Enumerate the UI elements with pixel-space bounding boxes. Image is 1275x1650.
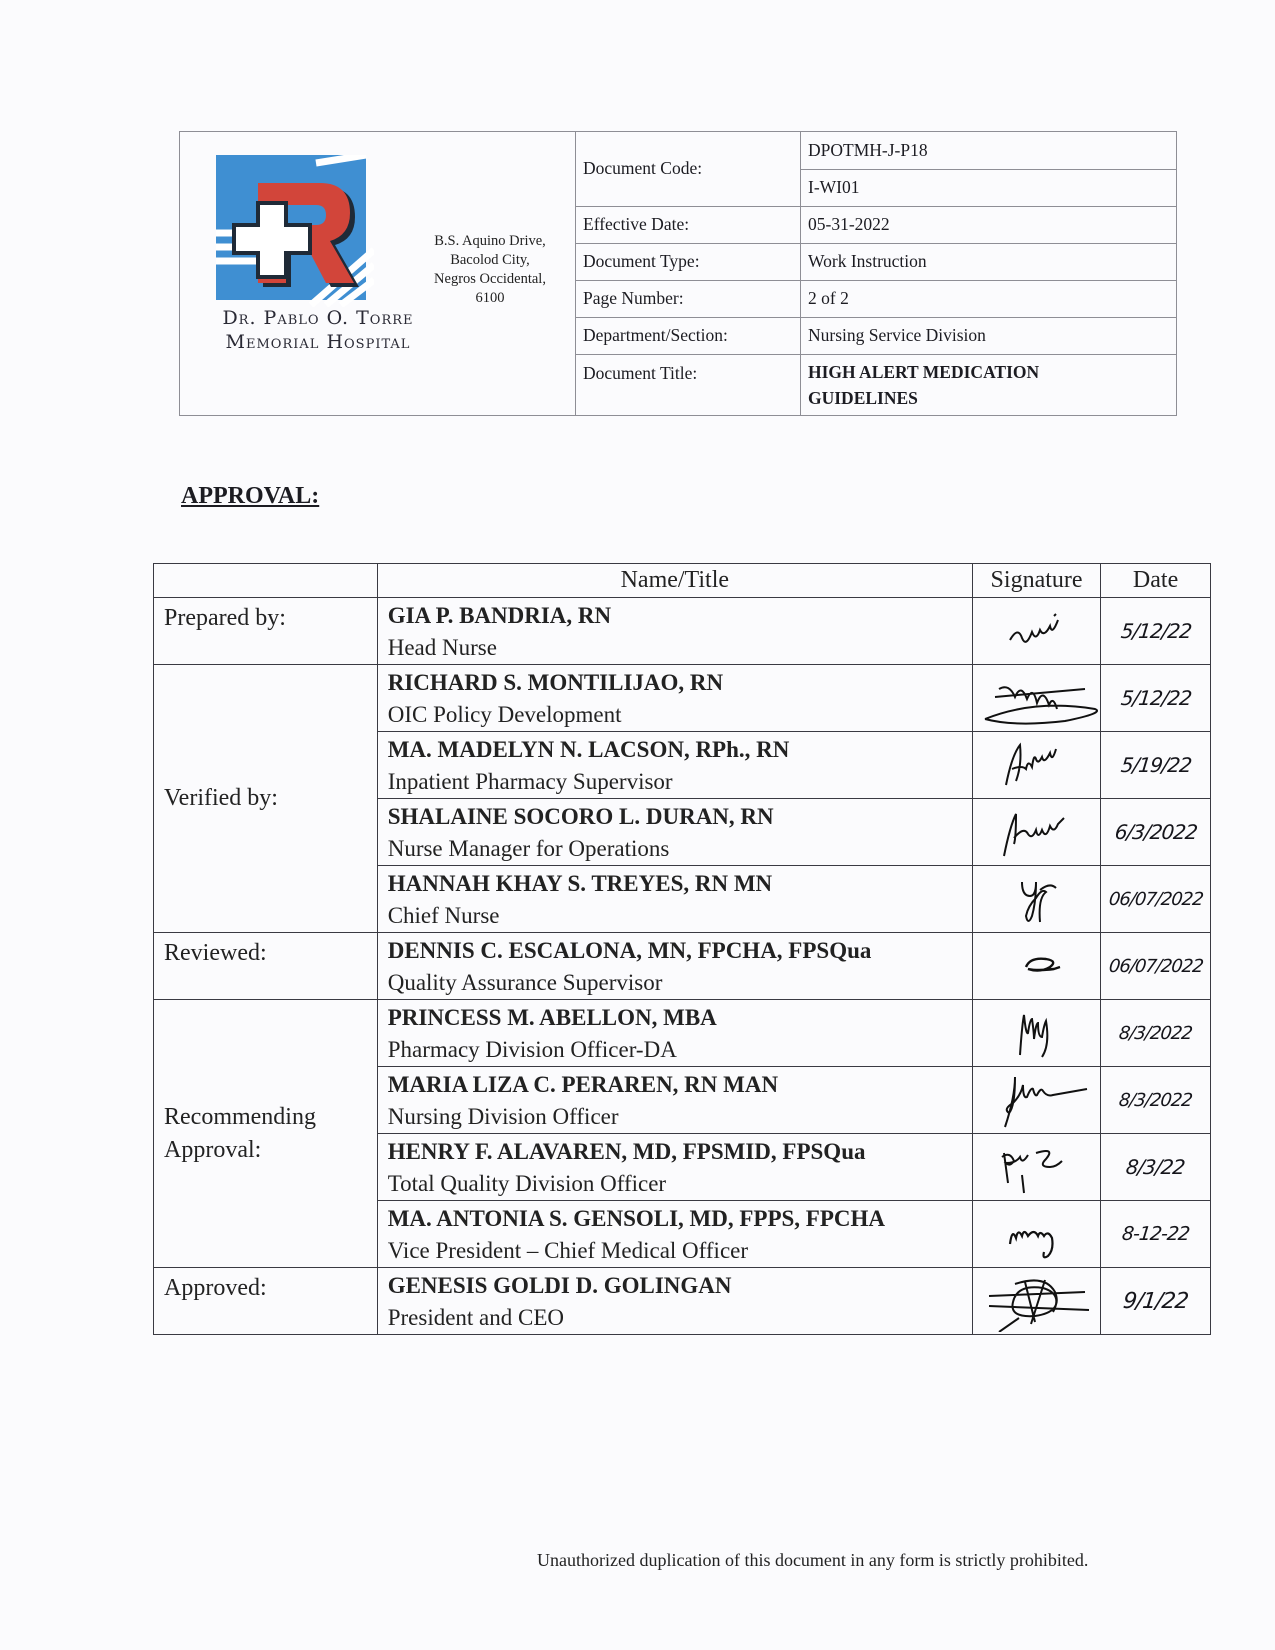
signatory-name: HENRY F. ALAVAREN, MD, FPSMID, FPSQua (387, 1139, 866, 1164)
role-prepared: Prepared by: (154, 598, 378, 665)
role-reviewed: Reviewed: (154, 933, 378, 1000)
role-column-header (154, 564, 378, 598)
signed-date: 8/3/22 (1125, 1155, 1187, 1179)
document-title-line1: HIGH ALERT MEDICATION (808, 361, 1040, 382)
signature-cell (972, 1000, 1100, 1067)
date-cell (1101, 1067, 1211, 1134)
handwritten-signature-icon (982, 735, 1092, 795)
hospital-name-line1: Dr. Pablo O. Torre (222, 307, 414, 329)
document-code-value-2: I-WI01 (801, 169, 1177, 206)
signatory-title: Total Quality Division Officer (387, 1171, 667, 1196)
signed-date: 8/3/2022 (1118, 1022, 1194, 1044)
approval-row (154, 1268, 1211, 1335)
approval-heading: APPROVAL: (181, 483, 320, 509)
hospital-name (188, 306, 448, 354)
signed-date: 5/12/22 (1119, 686, 1192, 710)
signatory-name: GIA P. BANDRIA, RN (387, 603, 612, 628)
date-cell (1101, 665, 1211, 732)
hospital-identity (180, 132, 576, 415)
hospital-name-line2: Memorial Hospital (225, 331, 411, 353)
date-cell (1101, 1268, 1211, 1335)
name-title-cell (377, 732, 972, 799)
signed-date: 06/07/2022 (1107, 888, 1204, 910)
handwritten-signature-icon (982, 1204, 1092, 1264)
date-cell (1101, 866, 1211, 933)
signature-cell (972, 1134, 1100, 1201)
date-cell (1101, 1000, 1211, 1067)
approval-header-row (154, 564, 1211, 598)
document-info-table (576, 132, 1176, 415)
signed-date: 6/3/2022 (1113, 820, 1198, 844)
role-recommending-line2: Approval: (164, 1136, 262, 1163)
date-cell (1101, 732, 1211, 799)
department-value: Nursing Service Division (801, 317, 1177, 354)
effective-date-value: 05-31-2022 (801, 206, 1177, 243)
name-title-cell (377, 598, 972, 665)
signatory-name: MA. ANTONIA S. GENSOLI, MD, FPPS, FPCHA (387, 1206, 886, 1231)
document-header (179, 131, 1177, 416)
handwritten-signature-icon (982, 1003, 1092, 1063)
signatory-name: PRINCESS M. ABELLON, MBA (387, 1005, 717, 1030)
name-title-cell (377, 1000, 972, 1067)
handwritten-signature-icon (982, 606, 1092, 656)
signatory-title: Inpatient Pharmacy Supervisor (387, 769, 673, 794)
handwritten-signature-icon (982, 802, 1092, 862)
signatory-title: OIC Policy Development (387, 702, 622, 727)
page-number-label: Page Number: (576, 280, 801, 317)
signed-date: 9/1/22 (1121, 1288, 1190, 1314)
signatory-title: Nursing Division Officer (387, 1104, 619, 1129)
signatory-title: Vice President – Chief Medical Officer (387, 1238, 749, 1263)
date-cell (1101, 799, 1211, 866)
signatory-name: MA. MADELYN N. LACSON, RPh., RN (387, 737, 790, 762)
signature-cell (972, 665, 1100, 732)
signature-cell (972, 732, 1100, 799)
handwritten-signature-icon (975, 1270, 1099, 1332)
name-title-column-header: Name/Title (377, 564, 972, 598)
role-recommending-line1: Recommending (164, 1103, 316, 1130)
handwritten-signature-icon (982, 941, 1092, 991)
handwritten-signature-icon (982, 1137, 1092, 1197)
approval-row (154, 665, 1211, 732)
name-title-cell (377, 665, 972, 732)
role-approved: Approved: (154, 1268, 378, 1335)
signatory-title: Nurse Manager for Operations (387, 836, 670, 861)
signature-cell (972, 1268, 1100, 1335)
address-line3: Negros Occidental, (434, 271, 546, 287)
approval-row (154, 933, 1211, 1000)
hospital-r-cross-logo-icon (216, 155, 374, 307)
address-line1: B.S. Aquino Drive, (434, 233, 546, 249)
duplication-notice: Unauthorized duplication of this document in any form is strictly prohibited. (537, 1550, 1089, 1570)
role-verified: Verified by: (154, 665, 378, 933)
page-number-value: 2 of 2 (801, 280, 1177, 317)
signed-date: 5/12/22 (1119, 619, 1192, 643)
signature-cell (972, 598, 1100, 665)
department-label: Department/Section: (576, 317, 801, 354)
name-title-cell (377, 1268, 972, 1335)
name-title-cell (377, 1201, 972, 1268)
signatory-title: Quality Assurance Supervisor (387, 970, 663, 995)
name-title-cell (377, 933, 972, 1000)
approval-row (154, 598, 1211, 665)
signed-date: 5/19/22 (1119, 753, 1192, 777)
approval-row (154, 1000, 1211, 1067)
document-type-value: Work Instruction (801, 243, 1177, 280)
name-title-cell (377, 799, 972, 866)
signatory-title: Pharmacy Division Officer-DA (387, 1037, 677, 1062)
document-title-line2: GUIDELINES (808, 387, 918, 408)
signature-column-header: Signature (972, 564, 1100, 598)
document-code-label: Document Code: (576, 132, 801, 206)
date-cell (1101, 598, 1211, 665)
document-title-label: Document Title: (576, 354, 801, 415)
signatory-title: Head Nurse (387, 635, 497, 660)
name-title-cell (377, 1067, 972, 1134)
document-code-value-1: DPOTMH-J-P18 (801, 132, 1177, 169)
address-line2: Bacolod City, (450, 252, 530, 268)
handwritten-signature-icon (975, 1069, 1099, 1131)
name-title-cell (377, 866, 972, 933)
signatory-name: SHALAINE SOCORO L. DURAN, RN (387, 804, 774, 829)
date-cell (1101, 1134, 1211, 1201)
signatory-name: HANNAH KHAY S. TREYES, RN MN (387, 871, 773, 896)
date-cell (1101, 933, 1211, 1000)
signed-date: 8-12-22 (1120, 1223, 1191, 1245)
signature-cell (972, 1067, 1100, 1134)
date-cell (1101, 1201, 1211, 1268)
approval-table (153, 563, 1211, 1335)
signatory-title: President and CEO (387, 1305, 565, 1330)
document-type-label: Document Type: (576, 243, 801, 280)
handwritten-signature-icon (975, 667, 1099, 729)
hospital-address (410, 232, 570, 308)
signed-date: 06/07/2022 (1107, 955, 1204, 977)
signature-cell (972, 933, 1100, 1000)
address-line4: 6100 (475, 290, 505, 306)
name-title-cell (377, 1134, 972, 1201)
date-column-header: Date (1101, 564, 1211, 598)
signatory-name: DENNIS C. ESCALONA, MN, FPCHA, FPSQua (387, 938, 872, 963)
signature-cell (972, 866, 1100, 933)
handwritten-signature-icon (982, 868, 1092, 930)
document-title-value (801, 354, 1177, 415)
signatory-title: Chief Nurse (387, 903, 500, 928)
effective-date-label: Effective Date: (576, 206, 801, 243)
signatory-name: GENESIS GOLDI D. GOLINGAN (387, 1273, 732, 1298)
signatory-name: RICHARD S. MONTILIJAO, RN (387, 670, 724, 695)
signature-cell (972, 1201, 1100, 1268)
signature-cell (972, 799, 1100, 866)
signatory-name: MARIA LIZA C. PERAREN, RN MAN (387, 1072, 779, 1097)
signed-date: 8/3/2022 (1118, 1089, 1194, 1111)
role-recommending-approval (154, 1000, 378, 1268)
